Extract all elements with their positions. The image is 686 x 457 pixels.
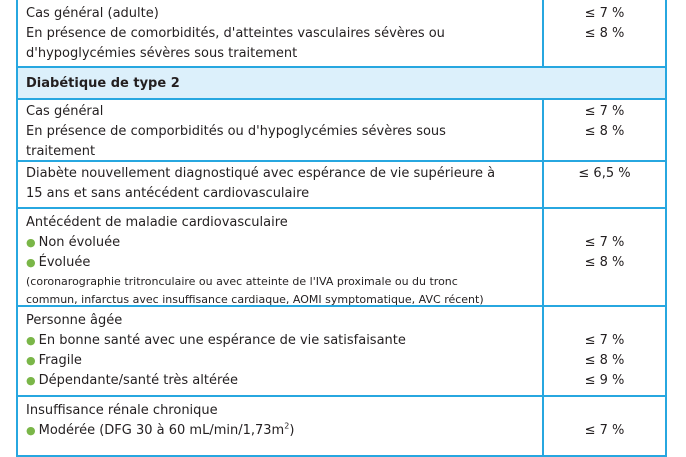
bullet-icon: ●	[26, 424, 36, 437]
row-values	[544, 307, 665, 391]
bullet-icon: ●	[26, 374, 36, 387]
bullet-icon: ●	[26, 354, 36, 367]
row-text: Cas général (adulte)	[26, 6, 159, 21]
target-value: ≤ 8 %	[584, 124, 625, 139]
target-value: ≤ 7 %	[584, 235, 625, 250]
row-text: 15 ans et sans antécédent cardiovasculaire	[26, 186, 310, 201]
target-value: ≤ 8 %	[584, 255, 625, 270]
row-text: traitement	[26, 144, 96, 159]
row-title: Antécédent de maladie cardiovasculaire	[26, 215, 288, 230]
row-values	[544, 162, 665, 184]
row-description	[18, 100, 536, 162]
target-value: ≤ 7 %	[584, 104, 625, 119]
row-values	[544, 0, 665, 44]
list-item: ● Modérée (DFG 30 à 60 $mL/\min/1,73m^2$)	[26, 421, 295, 438]
row-text: En présence de comporbidités ou d'hypoglycémies sévères sous	[26, 124, 446, 139]
row-title: Personne âgée	[26, 313, 123, 328]
row-description	[18, 0, 536, 64]
target-value: ≤ 8 %	[584, 353, 625, 368]
list-item: ● Non évoluée	[26, 235, 121, 250]
target-value: ≤ 7 %	[584, 6, 625, 21]
list-item: ● En bonne santé avec une espérance de vie satisfaisante	[26, 333, 406, 348]
table-row	[16, 307, 667, 397]
row-values	[544, 100, 665, 142]
bullet-icon: ●	[26, 256, 36, 269]
row-note: (coronarographie tritronculaire ou avec atteinte de l'IVA proximale ou du tronc	[26, 275, 458, 288]
list-item: ● Évoluée	[26, 255, 91, 270]
table-row	[16, 0, 667, 68]
row-description	[18, 162, 536, 204]
row-text: En présence de comorbidités, d'atteintes vasculaires sévères ou	[26, 26, 445, 41]
table-row	[16, 397, 667, 457]
section-header	[16, 68, 667, 100]
row-description	[18, 397, 536, 441]
table-row	[16, 209, 667, 307]
row-text: Diabète nouvellement diagnostiqué avec espérance de vie supérieure à	[26, 166, 496, 181]
target-value: ≤ 7 %	[584, 423, 625, 438]
target-value: ≤ 8 %	[584, 26, 625, 41]
row-description	[18, 209, 536, 309]
target-value: ≤ 9 %	[584, 373, 625, 388]
row-title: Insuffisance rénale chronique	[26, 403, 218, 418]
section-title: Diabétique de type 2	[26, 76, 180, 91]
bullet-icon: ●	[26, 236, 36, 249]
row-description	[18, 307, 536, 391]
table-row	[16, 162, 667, 209]
target-value: ≤ 6,5 %	[578, 166, 631, 181]
row-note: commun, infarctus avec insuffisance cardiaque, AOMI symptomatique, AVC récent)	[26, 293, 484, 306]
row-values	[544, 397, 665, 441]
bullet-icon: ●	[26, 334, 36, 347]
list-item: ● Dépendante/santé très altérée	[26, 373, 239, 388]
list-item: ● Fragile	[26, 353, 82, 368]
target-value: ≤ 7 %	[584, 333, 625, 348]
row-text: Cas général	[26, 104, 104, 119]
table-row	[16, 100, 667, 162]
hba1c-target-table	[16, 0, 667, 457]
row-values	[544, 209, 665, 273]
row-text: d'hypoglycémies sévères sous traitement	[26, 46, 298, 61]
